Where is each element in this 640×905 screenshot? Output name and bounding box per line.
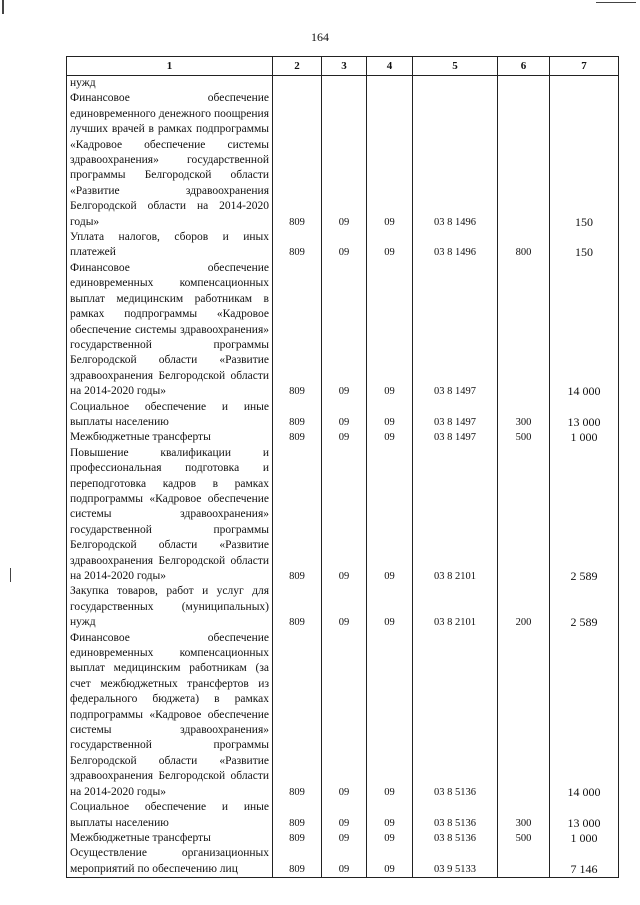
row-code-c6: 500 [498,831,550,846]
row-description: Финансовое обеспечение единовременных компенсационных выплат медицинским работникам (за счет межбюджетных трансфертов из федерального бюджета) в рамках подпрограммы «Кадровое обеспечение системы здравоохранения» государственной программы Белгородской области «Развитие здравоохранения Белгородской области на 2014-2020 годы» [67,631,273,800]
row-amount: 2 589 [550,446,619,585]
table-row [67,76,619,92]
row-amount: 14 000 [550,631,619,800]
row-code-c6 [498,846,550,877]
row-code-c4: 09 [367,230,413,261]
row-amount: 1 000 [550,430,619,445]
scan-mark-left [10,568,11,582]
row-code-c4: 09 [367,831,413,846]
table-row [67,400,619,431]
row-code-c6 [498,76,550,92]
row-description: Повышение квалификации и профессиональная подготовка и переподготовка кадров в рамках подпрограммы «Кадровое обеспечение системы здравоохранения» государственной программы Белгородской области «Развитие здравоохранения Белгородской области на 2014-2020 годы» [67,446,273,585]
table-row [67,446,619,585]
row-code-c4: 09 [367,846,413,877]
row-code-c5: 03 8 2101 [413,584,498,630]
row-code-c5: 03 9 5133 [413,846,498,877]
row-code-c2: 809 [273,400,322,431]
row-code-c2: 809 [273,430,322,445]
row-code-c4: 09 [367,584,413,630]
row-code-c5: 03 8 2101 [413,446,498,585]
row-amount: 2 589 [550,584,619,630]
budget-table [66,56,619,878]
row-code-c2: 809 [273,261,322,400]
row-code-c6 [498,631,550,800]
row-code-c6: 300 [498,800,550,831]
row-code-c2 [273,76,322,92]
row-code-c4: 09 [367,446,413,585]
row-code-c3: 09 [322,846,367,877]
row-code-c3: 09 [322,230,367,261]
column-header: 7 [550,57,619,76]
row-code-c5: 03 8 5136 [413,800,498,831]
row-code-c5: 03 8 1496 [413,91,498,230]
row-code-c4: 09 [367,631,413,800]
column-header: 5 [413,57,498,76]
row-code-c3: 09 [322,584,367,630]
table-row [67,800,619,831]
row-code-c2: 809 [273,584,322,630]
row-amount: 150 [550,230,619,261]
row-code-c3: 09 [322,430,367,445]
row-description: Социальное обеспечение и иные выплаты населению [67,400,273,431]
row-code-c3: 09 [322,446,367,585]
row-code-c6: 500 [498,430,550,445]
row-code-c4 [367,76,413,92]
scan-mark-top-left [2,0,4,14]
row-code-c2: 809 [273,831,322,846]
row-description: Финансовое обеспечение единовременного денежного поощрения лучших врачей в рамках подпрограммы «Кадровое обеспечение системы здравоохранения» государственной программы Белгородской области «Развитие здравоохранения Белгородской области на 2014-2020 годы» [67,91,273,230]
column-header: 4 [367,57,413,76]
row-description: Уплата налогов, сборов и иных платежей [67,230,273,261]
row-description: нужд [67,76,273,92]
row-amount: 150 [550,91,619,230]
row-code-c4: 09 [367,261,413,400]
column-header: 3 [322,57,367,76]
row-description: Осуществление организационных мероприятий по обеспечению лиц [67,846,273,877]
row-description: Закупка товаров, работ и услуг для государственных (муниципальных) нужд [67,584,273,630]
row-code-c6 [498,261,550,400]
row-code-c2: 809 [273,446,322,585]
row-code-c6 [498,91,550,230]
row-amount: 7 146 [550,846,619,877]
table-row [67,261,619,400]
row-description: Социальное обеспечение и иные выплаты населению [67,800,273,831]
row-code-c5: 03 8 1497 [413,400,498,431]
table-row [67,430,619,445]
row-code-c4: 09 [367,800,413,831]
row-code-c3: 09 [322,631,367,800]
table-row [67,631,619,800]
row-description: Финансовое обеспечение единовременных компенсационных выплат медицинским работникам в рамках подпрограммы «Кадровое обеспечение системы здравоохранения» государственной программы Белгородской области «Развитие здравоохранения Белгородской области на 2014-2020 годы» [67,261,273,400]
row-code-c6 [498,446,550,585]
table-row [67,831,619,846]
row-amount: 13 000 [550,800,619,831]
row-code-c6: 200 [498,584,550,630]
row-code-c6: 300 [498,400,550,431]
row-amount: 14 000 [550,261,619,400]
table-header-row [67,57,619,76]
row-code-c5: 03 8 1496 [413,230,498,261]
column-header: 1 [67,57,273,76]
row-code-c5: 03 8 5136 [413,631,498,800]
row-code-c4: 09 [367,400,413,431]
row-code-c3: 09 [322,800,367,831]
row-amount: 13 000 [550,400,619,431]
row-code-c2: 809 [273,846,322,877]
row-code-c3: 09 [322,261,367,400]
row-code-c3 [322,76,367,92]
row-code-c4: 09 [367,430,413,445]
table-row [67,584,619,630]
row-code-c2: 809 [273,800,322,831]
row-description: Межбюджетные трансферты [67,430,273,445]
scan-mark-top-right [596,2,636,3]
row-description: Межбюджетные трансферты [67,831,273,846]
row-code-c2: 809 [273,230,322,261]
table-row [67,91,619,230]
row-code-c2: 809 [273,631,322,800]
row-code-c5: 03 8 5136 [413,831,498,846]
row-code-c3: 09 [322,400,367,431]
table-row [67,230,619,261]
row-code-c6: 800 [498,230,550,261]
row-code-c3: 09 [322,91,367,230]
row-code-c3: 09 [322,831,367,846]
row-amount [550,76,619,92]
page-number: 164 [311,30,329,44]
column-header: 6 [498,57,550,76]
row-code-c2: 809 [273,91,322,230]
row-code-c4: 09 [367,91,413,230]
row-code-c5: 03 8 1497 [413,261,498,400]
row-amount: 1 000 [550,831,619,846]
row-code-c5: 03 8 1497 [413,430,498,445]
row-code-c5 [413,76,498,92]
table-row [67,846,619,877]
column-header: 2 [273,57,322,76]
